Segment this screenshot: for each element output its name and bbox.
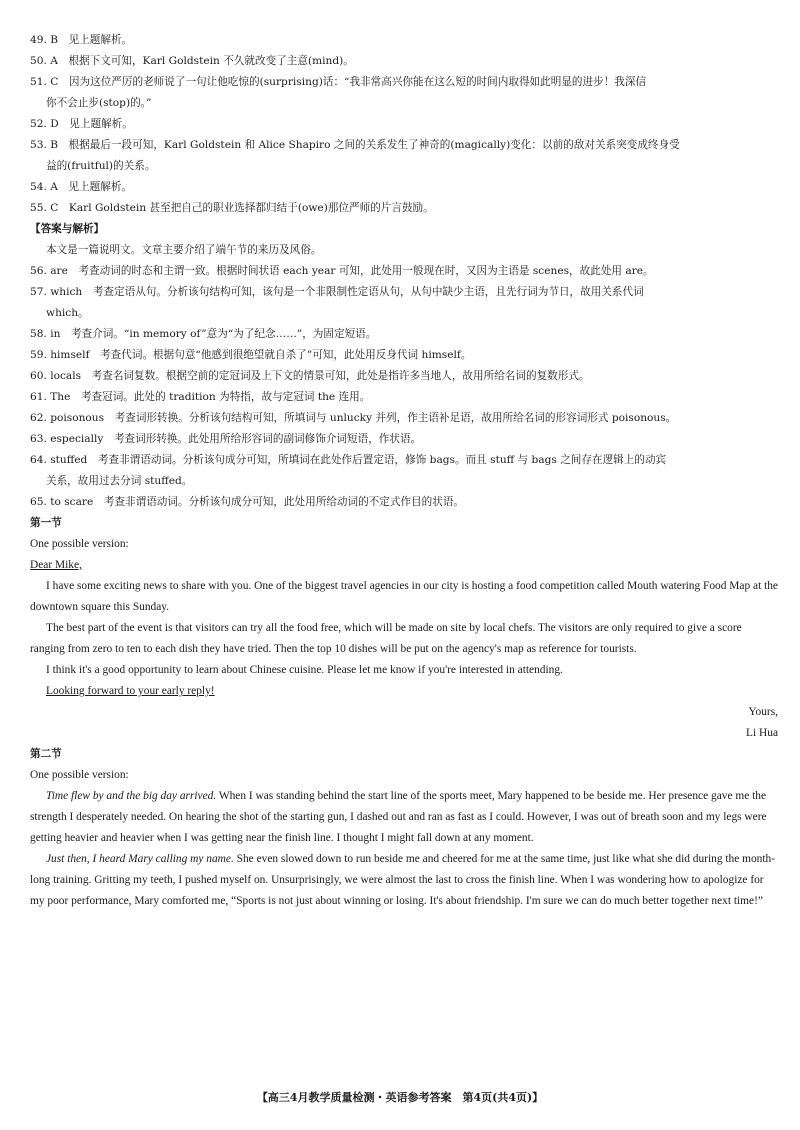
answer-item: 62. poisonous 考查词形转换。分析该句结构可知，所填词与 unlucky 并列，作主语补足语，故用所给名词的形容词形式 poisonous。: [30, 412, 677, 424]
answer-item: 61. The 考查冠词。此处的 tradition 为特指，故与定冠词 the 连用。: [30, 391, 371, 403]
page-footer: 【高三4月教学质量检测・英语参考答案 第4页(共4页)】: [256, 1091, 544, 1104]
answer-item: 51. C 因为这位严厉的老师说了一句让他吃惊的(surprising)话：“我非常高兴你能在这么短的时间内取得如此明显的进步！我深信: [30, 76, 647, 88]
answer-item-continued: 你不会止步(stop)的。”: [46, 97, 152, 109]
letter-sign-off: Yours,: [748, 706, 778, 718]
answer-item-continued: which。: [46, 307, 89, 319]
answer-page: [30, 30, 778, 912]
writing-part-1: [30, 513, 778, 744]
story-paragraph: [30, 786, 778, 849]
story-text: When I was standing behind the start line of the sports meet, Mary happened to be beside me. Her presence gave me the strength I desperately needed. On hearing the shot of the starting gun, I dashed out and ran as fast as I could. However, I was out of breath soon and my legs were getting heavier and heavier when I was getting near the finish line. I thought I might fall down at any moment.: [30, 790, 767, 844]
answer-item: 53. B 根据最后一段可知，Karl Goldstein 和 Alice Shapiro 之间的关系发生了神奇的(magically)变化：以前的敌对关系突变成终身受: [30, 139, 680, 151]
part-title: 第二节: [30, 748, 62, 760]
letter-salutation: Dear Mike,: [30, 559, 82, 571]
version-label: One possible version:: [30, 538, 129, 550]
answer-item-continued: 关系，故用过去分词 stuffed。: [46, 475, 193, 487]
answer-item: 54. A 见上题解析。: [30, 181, 133, 193]
answer-item: 59. himself 考查代词。根据句意“他感到很绝望就自杀了”可知，此处用反身代词 himself。: [30, 349, 472, 361]
passage-intro: 本文是一篇说明文。文章主要介绍了端午节的来历及风俗。: [46, 244, 322, 256]
answer-item: 63. especially 考查词形转换。此处用所给形容词的副词修饰介词短语，作状语。: [30, 433, 422, 445]
answer-list-a: [30, 30, 778, 219]
answer-item: 60. locals 考查名词复数。根据空前的定冠词及上下文的情景可知，此处是指许多当地人，故用所给名词的复数形式。: [30, 370, 590, 382]
story-lead-sentence: Just then, I heard Mary calling my name.: [46, 853, 234, 865]
part-title: 第一节: [30, 517, 62, 529]
letter-paragraph: I think it's a good opportunity to learn about Chinese cuisine. Please let me know if you're interested in attending.: [46, 664, 563, 676]
letter-signature: Li Hua: [746, 727, 778, 739]
answer-item: 49. B 见上题解析。: [30, 34, 133, 46]
story-paragraph: [30, 849, 778, 912]
answer-item: 56. are 考查动词的时态和主谓一致。根据时间状语 each year 可知，此处用一般现在时，又因为主语是 scenes，故此处用 are。: [30, 265, 654, 277]
section-header: 【答案与解析】: [30, 223, 105, 235]
letter-paragraph: I have some exciting news to share with you. One of the biggest travel agencies in our city is hosting a food competition called Mouth watering Food Map at the downtown square this Sunday.: [30, 580, 778, 613]
answer-item-continued: 益的(fruitful)的关系。: [46, 160, 156, 172]
version-label: One possible version:: [30, 769, 129, 781]
answer-item: 57. which 考查定语从句。分析该句结构可知，该句是一个非限制性定语从句，从句中缺少主语，且先行词为节日，故用关系代词: [30, 286, 644, 298]
answer-item: 50. A 根据下文可知，Karl Goldstein 不久就改变了主意(mind)。: [30, 55, 354, 67]
answer-item: 58. in 考查介词。“in memory of”意为“为了纪念……”，为固定短语。: [30, 328, 377, 340]
letter-closing-line: Looking forward to your early reply!: [46, 685, 215, 697]
writing-part-2: [30, 744, 778, 912]
answer-item: 55. C Karl Goldstein 甚至把自己的职业选择都归结于(owe)那位严师的片言鼓励。: [30, 202, 434, 214]
story-lead-sentence: Time flew by and the big day arrived.: [46, 790, 217, 802]
letter-paragraph: The best part of the event is that visitors can try all the food free, which will be made on site by local chefs. The visitors are only required to give a score ranging from zero to ten to each dish they have tried. Then the top 10 dishes will be put on the agency's map as reference for tourists.: [30, 622, 742, 655]
story-text: She even slowed down to run beside me and cheered for me at the same time, just like what she did during the month-long training. Gritting my teeth, I pushed myself on. Unsurprisingly, we were almost the last to cross the finish line. When I was wondering how to apologize for my poor performance, Mary comforted me, “Sports is not just about winning or losing. It's about friendship. I'm sure we can do much better together next time!”: [30, 853, 776, 907]
answer-item: 64. stuffed 考查非谓语动词。分析该句成分可知，所填词在此处作后置定语，修饰 bags。而且 stuff 与 bags 之间存在逻辑上的动宾: [30, 454, 667, 466]
answer-list-b: [30, 261, 778, 513]
answer-item: 52. D 见上题解析。: [30, 118, 133, 130]
answer-item: 65. to scare 考查非谓语动词。分析该句成分可知，此处用所给动词的不定式作目的状语。: [30, 496, 465, 508]
